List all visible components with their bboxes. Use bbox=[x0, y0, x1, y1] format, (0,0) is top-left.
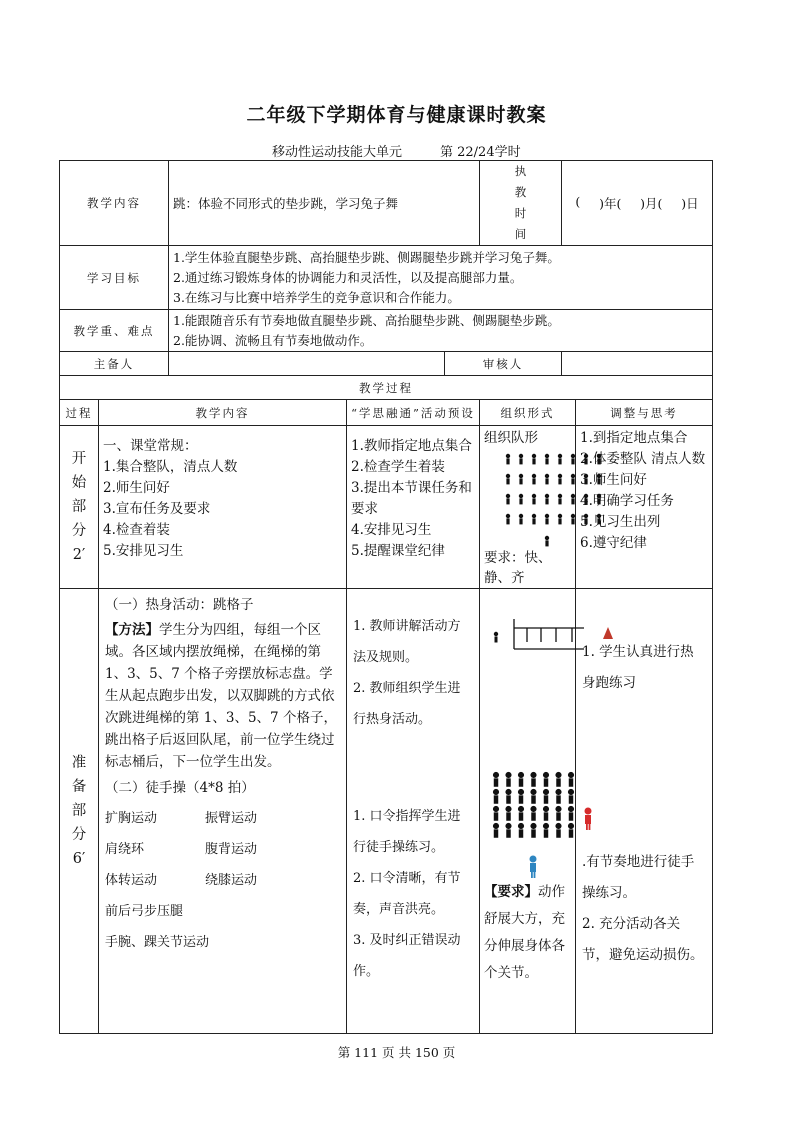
method-label: 【方法】 bbox=[105, 622, 159, 638]
activity-line: 5.提醒课堂纪律 bbox=[351, 543, 445, 559]
column-header-content: 教学内容 bbox=[99, 400, 347, 426]
student-icon bbox=[545, 474, 549, 485]
student-icon bbox=[555, 823, 561, 838]
activity-line: 2. 口令清晰，有节奏，声音洪亮。 bbox=[353, 871, 461, 917]
content-line: 一、课堂常规： bbox=[103, 438, 198, 454]
student-icon bbox=[555, 806, 561, 821]
student-icon bbox=[543, 823, 549, 838]
student-icon bbox=[558, 514, 562, 525]
exercise-row bbox=[105, 834, 340, 865]
student-icon bbox=[555, 772, 561, 787]
prep-content bbox=[99, 589, 347, 1034]
student-icon bbox=[518, 823, 524, 838]
org-req-text: 动作舒展大方，充分伸展身体各个关节。 bbox=[484, 884, 566, 981]
content-line: 2.师生问好 bbox=[103, 480, 170, 496]
exercise-row bbox=[105, 896, 340, 927]
exercise-item: 腹背运动 bbox=[205, 842, 258, 857]
student-icon bbox=[545, 514, 549, 525]
student-icon bbox=[530, 789, 536, 804]
student-icon bbox=[518, 806, 524, 821]
student-icon bbox=[571, 454, 575, 465]
exercise-item: 体转运动 bbox=[105, 873, 158, 888]
student-icon bbox=[545, 536, 549, 547]
page-number: 第 111 页 共 150 页 bbox=[337, 1045, 456, 1060]
student-icon bbox=[558, 474, 562, 485]
reviewer-label: 审核人 bbox=[445, 352, 562, 376]
preparer-label: 主备人 bbox=[60, 352, 169, 376]
student-icon bbox=[532, 454, 536, 465]
student-icon bbox=[571, 474, 575, 485]
student-icon bbox=[558, 454, 562, 465]
teacher-icon bbox=[530, 856, 537, 879]
key-points-list bbox=[169, 310, 713, 352]
method-paragraph bbox=[105, 619, 340, 773]
student-icon bbox=[543, 806, 549, 821]
adjust-line: 1.到指定地点集合 bbox=[580, 430, 688, 446]
column-header-organization: 组织形式 bbox=[480, 400, 576, 426]
adjust-line: .有节奏地进行徒手操练习。 bbox=[582, 854, 695, 901]
activity-line: 3. 及时纠正错误动作。 bbox=[353, 933, 461, 979]
student-icon bbox=[505, 772, 511, 787]
prep-adjustment bbox=[576, 589, 713, 1034]
exercise-item: 扩胸运动 bbox=[105, 811, 158, 826]
student-icon bbox=[519, 514, 523, 525]
time-label-char: 间 bbox=[514, 227, 527, 241]
opening-organization bbox=[480, 426, 576, 589]
reviewer-value bbox=[562, 352, 713, 376]
org-requirement bbox=[484, 879, 571, 987]
stage-char: 分 bbox=[71, 827, 87, 843]
column-header-stage: 过程 bbox=[60, 400, 99, 426]
adjust-line: 1. 学生认真进行热身跑练习 bbox=[582, 644, 694, 691]
student-icon bbox=[519, 494, 523, 505]
stage-char: 始 bbox=[71, 475, 87, 491]
exercise-list bbox=[105, 803, 340, 958]
student-icon bbox=[568, 772, 574, 787]
org-title: 组织队形 bbox=[484, 430, 539, 446]
opening-activities bbox=[347, 426, 480, 589]
content-line: 3.宣布任务及要求 bbox=[103, 501, 211, 517]
student-icon bbox=[555, 789, 561, 804]
stage-char: 部 bbox=[71, 803, 87, 819]
org-requirement: 要求：快、静、齐 bbox=[484, 550, 552, 586]
student-icon bbox=[571, 494, 575, 505]
date-part: )日 bbox=[681, 196, 699, 211]
time-label-char: 教 bbox=[514, 185, 527, 199]
student-icon bbox=[571, 514, 575, 525]
exercise-row bbox=[105, 803, 340, 834]
goal-item: 2.通过练习锻炼身体的协调能力和灵活性，以及提高腿部力量。 bbox=[173, 269, 523, 285]
exercise-item: 振臂运动 bbox=[205, 811, 258, 826]
exercise-item: 前后弓步压腿 bbox=[105, 904, 184, 919]
date-part: ( bbox=[575, 194, 581, 209]
activity-line: 1.教师指定地点集合 bbox=[351, 438, 472, 454]
exercise-item: 绕膝运动 bbox=[205, 873, 258, 888]
method-text: 学生分为四组，每组一个区域。各区域内摆放绳梯，在绳梯的第 1、3、5、7 个格子旁摆放标志盘。学生从起点跑步出发，以双脚跳的方式依次跳进绳梯的第 1、3、5、7 个格子，跳出格子后返回队尾，前一位学生绕过标志桶后，下一位学生出发。 bbox=[105, 622, 337, 770]
date-part: )年( bbox=[599, 196, 622, 211]
student-icon bbox=[506, 474, 510, 485]
goal-item: 1.学生体验直腿垫步跳、高抬腿垫步跳、侧踢腿垫步跳并学习兔子舞。 bbox=[173, 249, 560, 265]
student-icon bbox=[543, 772, 549, 787]
stage-char: 部 bbox=[71, 499, 87, 515]
warmup-title: （一）热身活动：跳格子 bbox=[105, 597, 254, 613]
activity-line: 1. 教师讲解活动方法及规则。 bbox=[353, 619, 461, 665]
column-header-adjustment: 调整与思考 bbox=[576, 400, 713, 426]
student-icon bbox=[493, 772, 499, 787]
content-value: 跳：体验不同形式的垫步跳，学习兔子舞 bbox=[169, 161, 480, 246]
activity-line: 3.提出本节课任务和要求 bbox=[351, 480, 472, 517]
student-icon bbox=[506, 514, 510, 525]
student-icon bbox=[532, 514, 536, 525]
exercise-item: 肩绕环 bbox=[105, 842, 145, 857]
key-points-label: 教学重、难点 bbox=[60, 310, 169, 352]
stage-char: 备 bbox=[71, 779, 87, 795]
activity-line: 2. 教师组织学生进行热身活动。 bbox=[353, 681, 461, 727]
stage-char: 6′ bbox=[72, 851, 86, 867]
key-point-item: 2.能协调、流畅且有节奏地做动作。 bbox=[173, 332, 373, 348]
rope-ladder-icon bbox=[514, 619, 584, 649]
prep-organization bbox=[480, 589, 576, 1034]
student-icon bbox=[568, 806, 574, 821]
teaching-date bbox=[562, 161, 713, 246]
student-icon bbox=[558, 494, 562, 505]
content-line: 4.检查着装 bbox=[103, 522, 170, 538]
student-icon bbox=[545, 454, 549, 465]
student-icon bbox=[568, 823, 574, 838]
unit-name: 移动性运动技能大单元 bbox=[272, 145, 403, 160]
student-icon bbox=[568, 789, 574, 804]
prep-activities bbox=[347, 589, 480, 1034]
student-icon bbox=[532, 494, 536, 505]
activity-line: 2.检查学生着装 bbox=[351, 459, 445, 475]
student-icon bbox=[543, 789, 549, 804]
adjust-line: 3.师生问好 bbox=[580, 472, 647, 488]
adjust-line: 5.见习生出列 bbox=[580, 514, 661, 530]
goals-label: 学习目标 bbox=[60, 246, 169, 310]
goal-item: 3.在练习与比赛中培养学生的竞争意识和合作能力。 bbox=[173, 289, 460, 305]
activity-line: 1. 口令指挥学生进行徒手操练习。 bbox=[353, 809, 461, 855]
student-icon bbox=[545, 494, 549, 505]
column-header-activities: “学思融通”活动预设 bbox=[347, 400, 480, 426]
opening-adjustment bbox=[576, 426, 713, 589]
content-line: 5.安排见习生 bbox=[103, 543, 184, 559]
adjust-line: 2. 充分活动各关节，避免运动损伤。 bbox=[582, 916, 704, 963]
page-title: 二年级下学期体育与健康课时教案 bbox=[246, 104, 547, 126]
stage-char: 开 bbox=[71, 451, 87, 467]
key-point-item: 1.能跟随音乐有节奏地做直腿垫步跳、高抬腿垫步跳、侧踢腿垫步跳。 bbox=[173, 312, 560, 328]
content-label: 教学内容 bbox=[60, 161, 169, 246]
student-icon bbox=[506, 454, 510, 465]
student-icon bbox=[493, 789, 499, 804]
student-icon bbox=[518, 789, 524, 804]
student-icon bbox=[530, 772, 536, 787]
exercise-row bbox=[105, 927, 340, 958]
student-icon bbox=[505, 806, 511, 821]
activity-line: 4.安排见习生 bbox=[351, 522, 432, 538]
prep-stage-label bbox=[60, 589, 99, 1034]
teaching-time-label bbox=[480, 161, 562, 246]
student-icon bbox=[506, 494, 510, 505]
exercise-row bbox=[105, 865, 340, 896]
process-label: 教学过程 bbox=[60, 376, 713, 400]
stage-char: 准 bbox=[71, 755, 87, 771]
student-icon bbox=[505, 823, 511, 838]
adjust-line: 2.体委整队 清点人数 bbox=[580, 451, 706, 467]
stage-char: 分 bbox=[71, 523, 87, 539]
adjust-line: 4.明确学习任务 bbox=[580, 493, 674, 509]
student-icon bbox=[518, 772, 524, 787]
goals-list bbox=[169, 246, 713, 310]
time-label-char: 执 bbox=[514, 164, 527, 178]
adjust-line: 6.遵守纪律 bbox=[580, 535, 647, 551]
student-icon bbox=[493, 823, 499, 838]
student-icon bbox=[519, 474, 523, 485]
content-line: 1.集合整队，清点人数 bbox=[103, 459, 238, 475]
student-icon bbox=[530, 806, 536, 821]
student-icon bbox=[505, 789, 511, 804]
exercise-title: （二）徒手操（4*8 拍） bbox=[105, 780, 255, 796]
stage-char: 2′ bbox=[72, 547, 86, 563]
student-icon bbox=[530, 823, 536, 838]
time-label-char: 时 bbox=[514, 206, 527, 220]
student-icon bbox=[519, 454, 523, 465]
opening-stage-label bbox=[60, 426, 99, 589]
preparer-value bbox=[169, 352, 445, 376]
period-number: 第 22/24学时 bbox=[440, 145, 521, 160]
date-part: )月( bbox=[640, 196, 663, 211]
lesson-plan-table bbox=[59, 160, 713, 1034]
opening-content bbox=[99, 426, 347, 589]
exercise-item: 手腕、踝关节运动 bbox=[105, 935, 210, 950]
student-icon bbox=[494, 632, 498, 643]
student-icon bbox=[532, 474, 536, 485]
student-icon bbox=[493, 806, 499, 821]
org-req-label: 【要求】 bbox=[484, 884, 539, 900]
